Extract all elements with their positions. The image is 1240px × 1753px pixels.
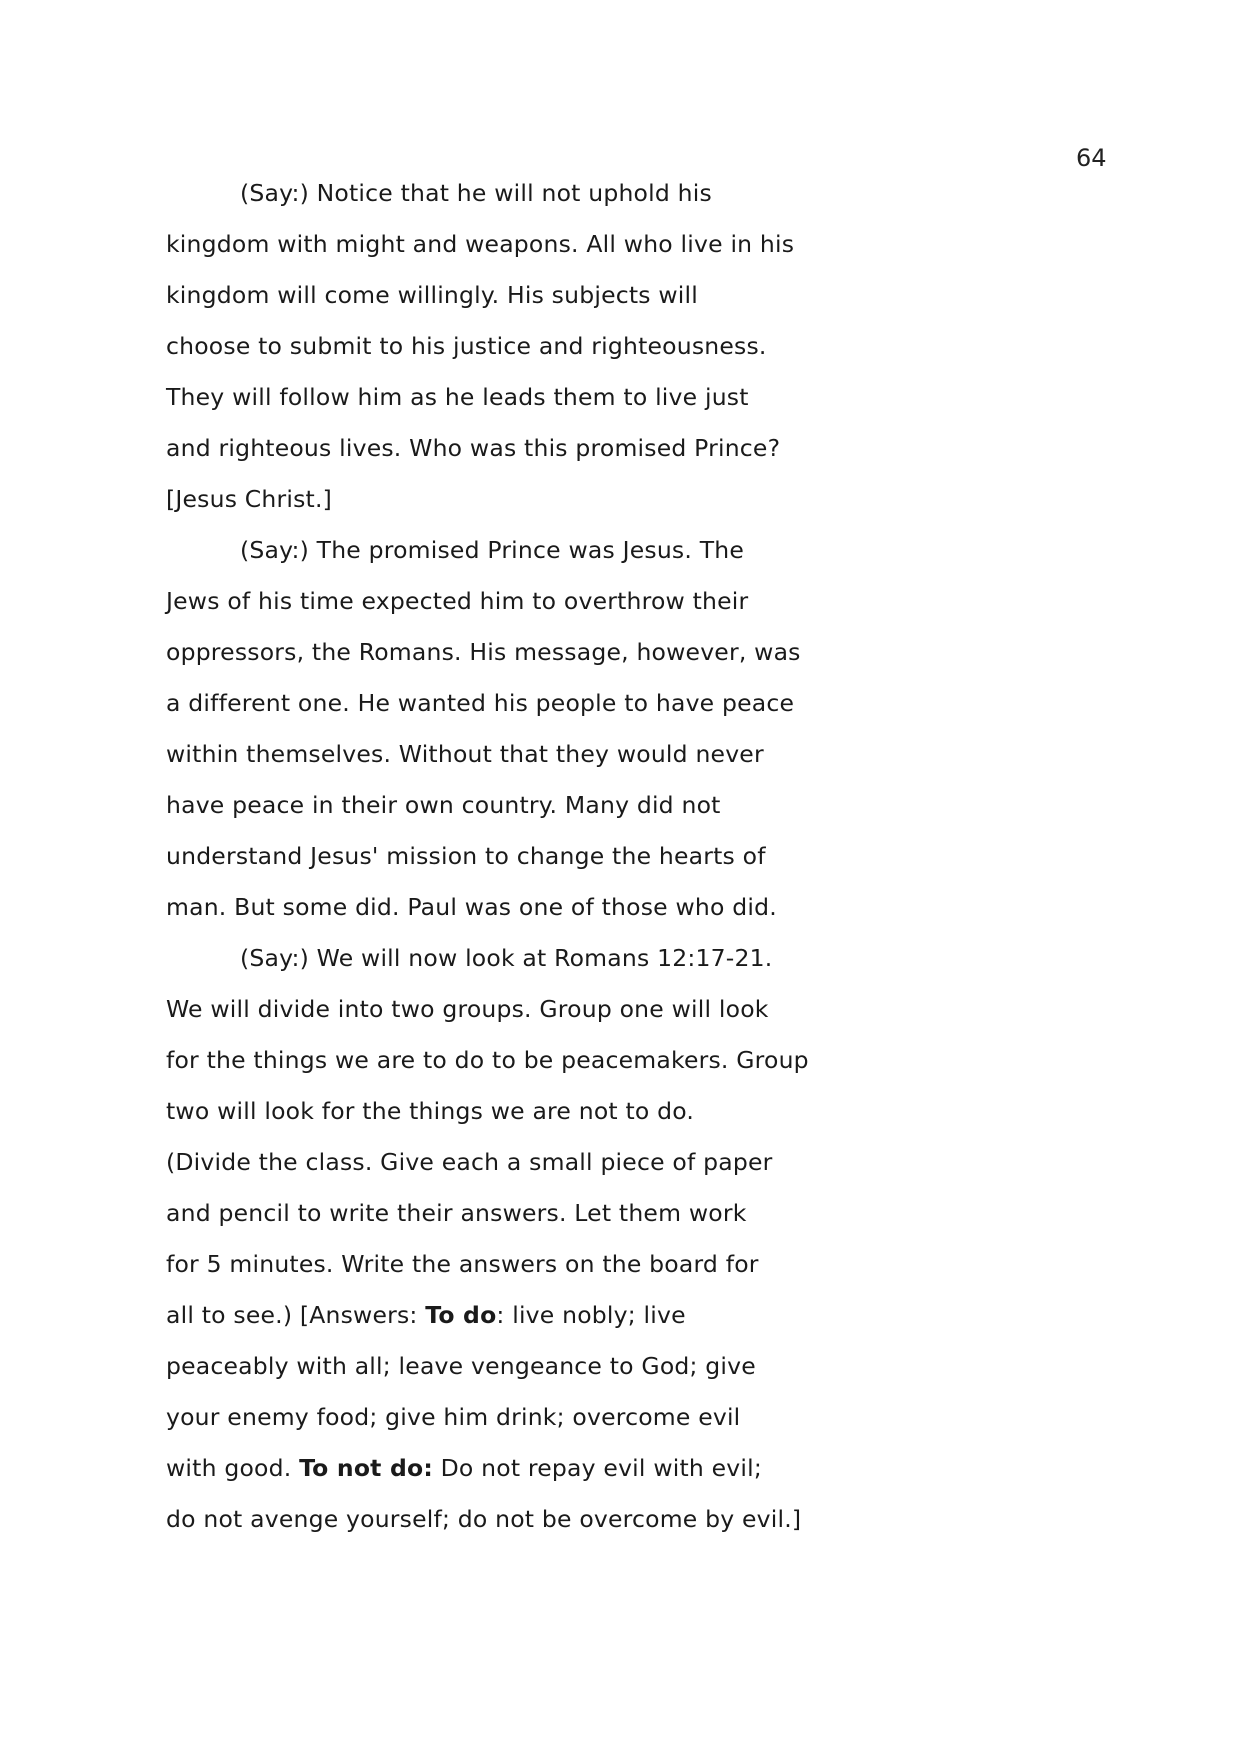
- to-do-items-start: : live nobly; live: [496, 1301, 686, 1329]
- to-not-do-heading: To not do:: [299, 1454, 433, 1482]
- text-line: do not avenge yourself; do not be overcome by evil.]: [166, 1505, 802, 1533]
- to-do-heading: To do: [425, 1301, 497, 1329]
- body-text: [166, 168, 816, 1545]
- text-line-not-do: [166, 1443, 816, 1494]
- text-line: (Say:) The promised Prince was Jesus. The: [240, 536, 745, 564]
- text-line: [Jesus Christ.]: [166, 485, 332, 513]
- text-line: within themselves. Without that they would never: [166, 740, 764, 768]
- text-line: and pencil to write their answers. Let them work: [166, 1199, 747, 1227]
- to-do-items-end: with good.: [166, 1454, 300, 1482]
- text-line: for the things we are to do to be peacemakers. Group: [166, 1046, 809, 1074]
- text-line: understand Jesus' mission to change the hearts of: [166, 842, 766, 870]
- to-not-do-items-start: Do not repay evil with evil;: [432, 1454, 762, 1482]
- text-line: They will follow him as he leads them to live just: [166, 383, 749, 411]
- text-line: have peace in their own country. Many did not: [166, 791, 721, 819]
- text-line: kingdom will come willingly. His subjects will: [166, 281, 698, 309]
- text-line: (Say:) We will now look at Romans 12:17-21.: [240, 944, 773, 972]
- text-line: choose to submit to his justice and righteousness.: [166, 332, 767, 360]
- text-line: (Divide the class. Give each a small piece of paper: [166, 1148, 773, 1176]
- text-line: for 5 minutes. Write the answers on the board for: [166, 1250, 759, 1278]
- text-line-answers: [166, 1290, 816, 1341]
- text-line: and righteous lives. Who was this promised Prince?: [166, 434, 781, 462]
- text-line: oppressors, the Romans. His message, however, was: [166, 638, 801, 666]
- text-line: Jews of his time expected him to overthrow their: [166, 587, 749, 615]
- text-line: a different one. He wanted his people to have peace: [166, 689, 795, 717]
- text-line: peaceably with all; leave vengeance to God; give: [166, 1352, 756, 1380]
- text-line: two will look for the things we are not to do.: [166, 1097, 695, 1125]
- page-number: 64: [1076, 144, 1107, 172]
- text-line: your enemy food; give him drink; overcome evil: [166, 1403, 741, 1431]
- answers-intro: all to see.) [Answers:: [166, 1301, 426, 1329]
- text-line: (Say:) Notice that he will not uphold his: [240, 179, 712, 207]
- text-line: man. But some did. Paul was one of those who did.: [166, 893, 777, 921]
- text-line: kingdom with might and weapons. All who live in his: [166, 230, 795, 258]
- text-line: We will divide into two groups. Group one will look: [166, 995, 769, 1023]
